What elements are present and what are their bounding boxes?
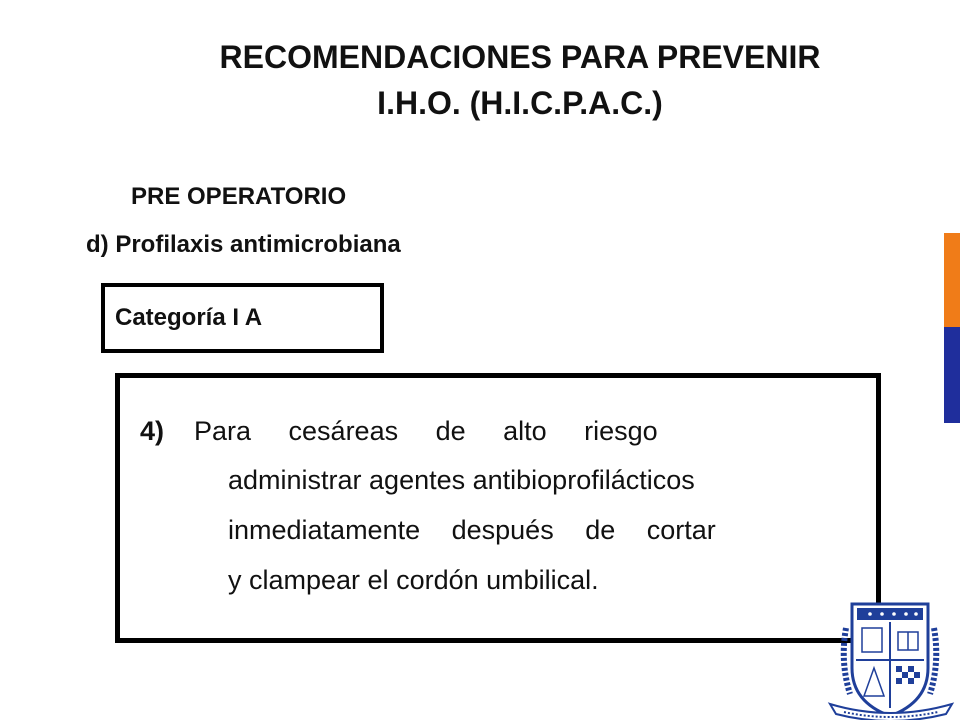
recommendation-number: 4) — [140, 416, 165, 446]
recommendation-line-3: inmediatamente después de cortar — [228, 515, 716, 545]
subsection-heading: d) Profilaxis antimicrobiana — [86, 231, 401, 258]
slide-title-line-2: I.H.O. (H.I.C.P.A.C.) — [377, 85, 663, 121]
accent-bar-blue — [944, 327, 960, 423]
university-logo — [822, 598, 960, 720]
recommendation-line-2: administrar agentes antibioprofilácticos — [228, 465, 695, 495]
section-heading: PRE OPERATORIO — [131, 183, 347, 210]
accent-bar-orange — [944, 233, 960, 327]
category-label: Categoría I A — [115, 304, 263, 331]
recommendation-line-1: Para cesáreas de alto riesgo — [194, 416, 658, 446]
recommendation-line-4: y clampear el cordón umbilical. — [228, 565, 599, 595]
slide-title — [0, 34, 960, 126]
category-box — [101, 283, 384, 353]
slide-title-line-1: RECOMENDACIONES PARA PREVENIR — [219, 39, 821, 75]
recommendation-box — [115, 373, 881, 643]
